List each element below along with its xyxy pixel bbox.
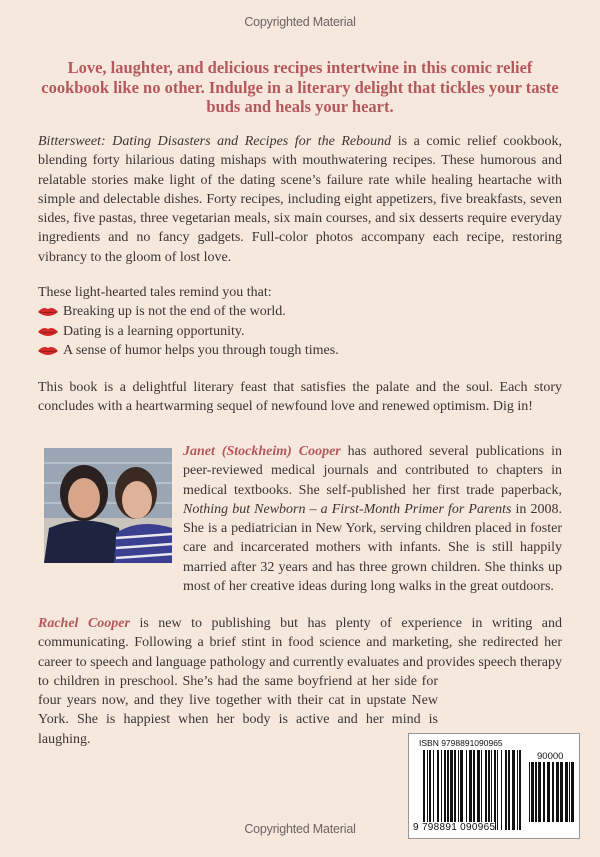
author-name: Janet (Stockheim) Cooper — [183, 444, 341, 459]
bio-text: is new to publishing but has plenty of experience in writing and communicating. Following a brief stint in food science and marketing, she redirected her career to speech and language pathology and currently evaluates and provides speech therapy to children in preschool. She’s had the same boyfriend at her side for four years now, and they live together with their cat in upstate New York. She is happiest when her body is active and her mind is laughing. — [38, 616, 562, 747]
barcode-bar — [535, 762, 537, 822]
previous-book-title: Nothing but Newborn – a First-Month Primer for Parents — [183, 501, 512, 517]
barcode-bar — [488, 750, 490, 830]
barcode-bar — [441, 750, 442, 830]
barcode-bar — [517, 750, 518, 830]
barcode-bar — [427, 750, 428, 830]
barcode-bar — [560, 762, 563, 822]
bio-text: in 2008. She is a pediatrician in New York, serving children placed in foster care and incarcerated mothers with infants. She is still happily married after 32 years and has three grown children. She thinks up most of her creative ideas during long walks in the great outdoors. — [183, 501, 562, 595]
barcode-bar — [552, 762, 554, 822]
barcode-bar — [531, 762, 534, 822]
book-title: Bittersweet: Dating Disasters and Recipes for the Rebound — [38, 134, 392, 149]
barcode-bar — [473, 750, 475, 830]
author-photo — [44, 448, 172, 563]
closing-paragraph: This book is a delightful literary feast that satisfies the palate and the soul. Each story concludes with a heartwarming sequel of newfound love and renewed optimism. Dig in! — [38, 380, 562, 415]
barcode-bar — [437, 750, 439, 830]
author-name: Rachel Cooper — [38, 616, 130, 631]
barcode-bar — [497, 750, 498, 830]
barcode-bar — [565, 762, 568, 822]
barcode-bar — [433, 750, 434, 830]
barcode-bar — [529, 762, 530, 822]
barcode-bar — [508, 750, 510, 830]
isbn-label: ISBN 9798891090965 — [419, 738, 503, 748]
description-text: is a comic relief cookbook, blending forty hilarious dating mishaps with mouthwatering recipes. These humorous and relatable stories make light of the dating scene’s failure rate while healing heartache with simple and delectable dishes. Forty recipes, including eight appetizers, five breakfasts, seven sides, five pastas, three vegetarian meals, six main courses, and six desserts require everyday ingredients and no fancy gadgets. Full-color photos accompany each recipe, restoring vibrancy to the gloom of lost love. — [38, 134, 562, 265]
barcode-bar — [501, 750, 502, 830]
barcode-bar — [505, 750, 507, 830]
barcode-bar — [556, 762, 559, 822]
copyright-notice-top: Copyrighted Material — [244, 15, 356, 29]
barcode-bar — [538, 762, 541, 822]
barcode-bar — [571, 762, 574, 822]
lips-icon — [38, 327, 58, 337]
barcode-bar — [569, 762, 570, 822]
lips-icon — [38, 307, 58, 317]
author-bio-janet — [183, 442, 562, 596]
barcode-bar — [469, 750, 472, 830]
copyright-notice-bottom: Copyrighted Material — [244, 822, 356, 836]
barcode-bar — [466, 750, 467, 830]
list-item-text: Dating is a learning opportunity. — [63, 323, 245, 339]
barcode-bar — [512, 750, 515, 830]
barcode-bar — [458, 750, 459, 830]
barcode-bar — [477, 750, 480, 830]
barcode-bar — [429, 750, 431, 830]
barcode-digits: 9 798891 090965 — [413, 822, 496, 833]
barcode-bar — [450, 750, 453, 830]
list-item — [38, 341, 562, 361]
headline: Love, laughter, and delicious recipes intertwine in this comic relief cookbook like no other. Indulge in a literary delight that tickles your taste buds and heals your heart. — [41, 58, 559, 116]
barcode-bar — [491, 750, 492, 830]
lips-icon — [38, 346, 58, 356]
description-paragraph — [38, 132, 562, 267]
list-item-text: Breaking up is not the end of the world. — [63, 304, 286, 320]
author-bio-rachel — [38, 614, 562, 749]
reminder-list — [38, 283, 562, 361]
list-item — [38, 302, 562, 322]
barcode-bar — [485, 750, 487, 830]
list-intro: These light-hearted tales remind you that: — [38, 285, 272, 300]
price-code: 90000 — [537, 751, 564, 762]
list-item-text: A sense of humor helps you through tough times. — [63, 343, 339, 359]
list-item — [38, 322, 562, 342]
barcode-bar — [460, 750, 463, 830]
barcode-bar — [454, 750, 456, 830]
barcode-bar — [423, 750, 425, 830]
bio-text: has authored several publications in peer-reviewed medical journals and contributed to chapters in medical textbooks. She self-published her first trade paperback, — [183, 444, 563, 498]
barcode-bar — [543, 762, 545, 822]
barcode-bar — [444, 750, 446, 830]
barcode-bar — [481, 750, 482, 830]
barcode-bar — [519, 750, 521, 830]
barcode-bar — [547, 762, 550, 822]
barcode-bar — [494, 750, 496, 830]
barcode-bar — [447, 750, 449, 830]
